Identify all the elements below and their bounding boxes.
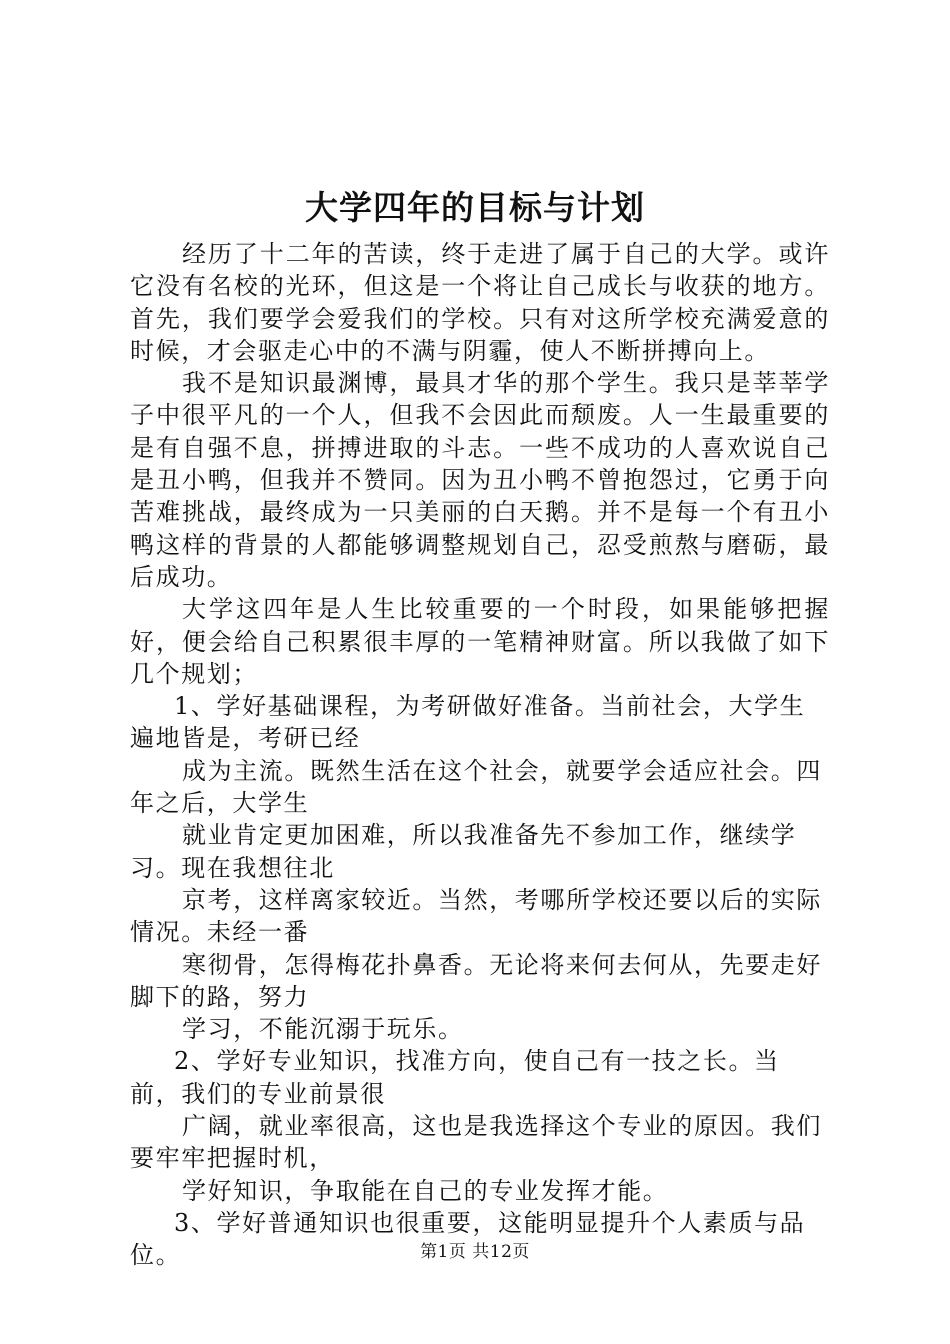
page-footer: 第1页 共12页	[420, 1242, 530, 1262]
document-body	[130, 238, 830, 1272]
plan-item-2-line: 学好知识，争取能在自己的专业发挥才能。	[182, 1176, 669, 1205]
plan-item-1-line: 成为主流。既然生活在这个社会，就要学会适应社会。四年之后，大学生	[130, 756, 822, 818]
plan-item-2-head: 2、学好专业知识，找准方向，使自己有一技之长。当前，我们的专业前景很	[130, 1047, 780, 1108]
plan-item-1-line: 就业肯定更加困难，所以我准备先不参加工作，继续学习。现在我想往北	[130, 821, 797, 882]
plan-item-3-head: 3、学好普通知识也很重要，这能明显提升个人素质与品位。	[130, 1208, 806, 1270]
plan-item-1-line: 寒彻骨，怎得梅花扑鼻香。无论将来何去何从，先要走好脚下的路，努力	[130, 950, 822, 1011]
paragraph-intro: 经历了十二年的苦读，终于走进了属于自己的大学。或许它没有名校的光环，但这是一个将让自己成长与收获的地方。首先，我们要学会爱我们的学校。只有对这所学校充满爱意的时候，才会驱走心中的不满与阴霾，使人不断拼搏向上。	[130, 240, 830, 365]
plan-item-1-line: 京考，这样离家较近。当然，考哪所学校还要以后的实际情况。未经一番	[130, 885, 822, 947]
paragraph-four-years: 大学这四年是人生比较重要的一个时段，如果能够把握好，便会给自己积累很丰厚的一笔精神财富。所以我做了如下几个规划；	[130, 595, 830, 688]
document-title: 大学四年的目标与计划	[305, 188, 645, 227]
plan-item-2-line: 广阔，就业率很高，这也是我选择这个专业的原因。我们要牢牢把握时机，	[130, 1112, 822, 1173]
plan-item-1-line: 学习，不能沉溺于玩乐。	[182, 1015, 464, 1044]
plan-item-1-head: 1、学好基础课程，为考研做好准备。当前社会，大学生遍地皆是，考研已经	[130, 692, 806, 753]
paragraph-ugly-duckling: 我不是知识最渊博，最具才华的那个学生。我只是莘莘学子中很平凡的一个人，但我不会因此而颓废。人一生最重要的是有自强不息，拼搏进取的斗志。一些不成功的人喜欢说自己是丑小鸭，但我并不赞同。因为丑小鸭不曾抱怨过，它勇于向苦难挑战，最终成为一只美丽的白天鹅。并不是每一个有丑小鸭这样的背景的人都能够调整规划自己，忍受煎熬与磨砺，最后成功。	[130, 369, 830, 591]
